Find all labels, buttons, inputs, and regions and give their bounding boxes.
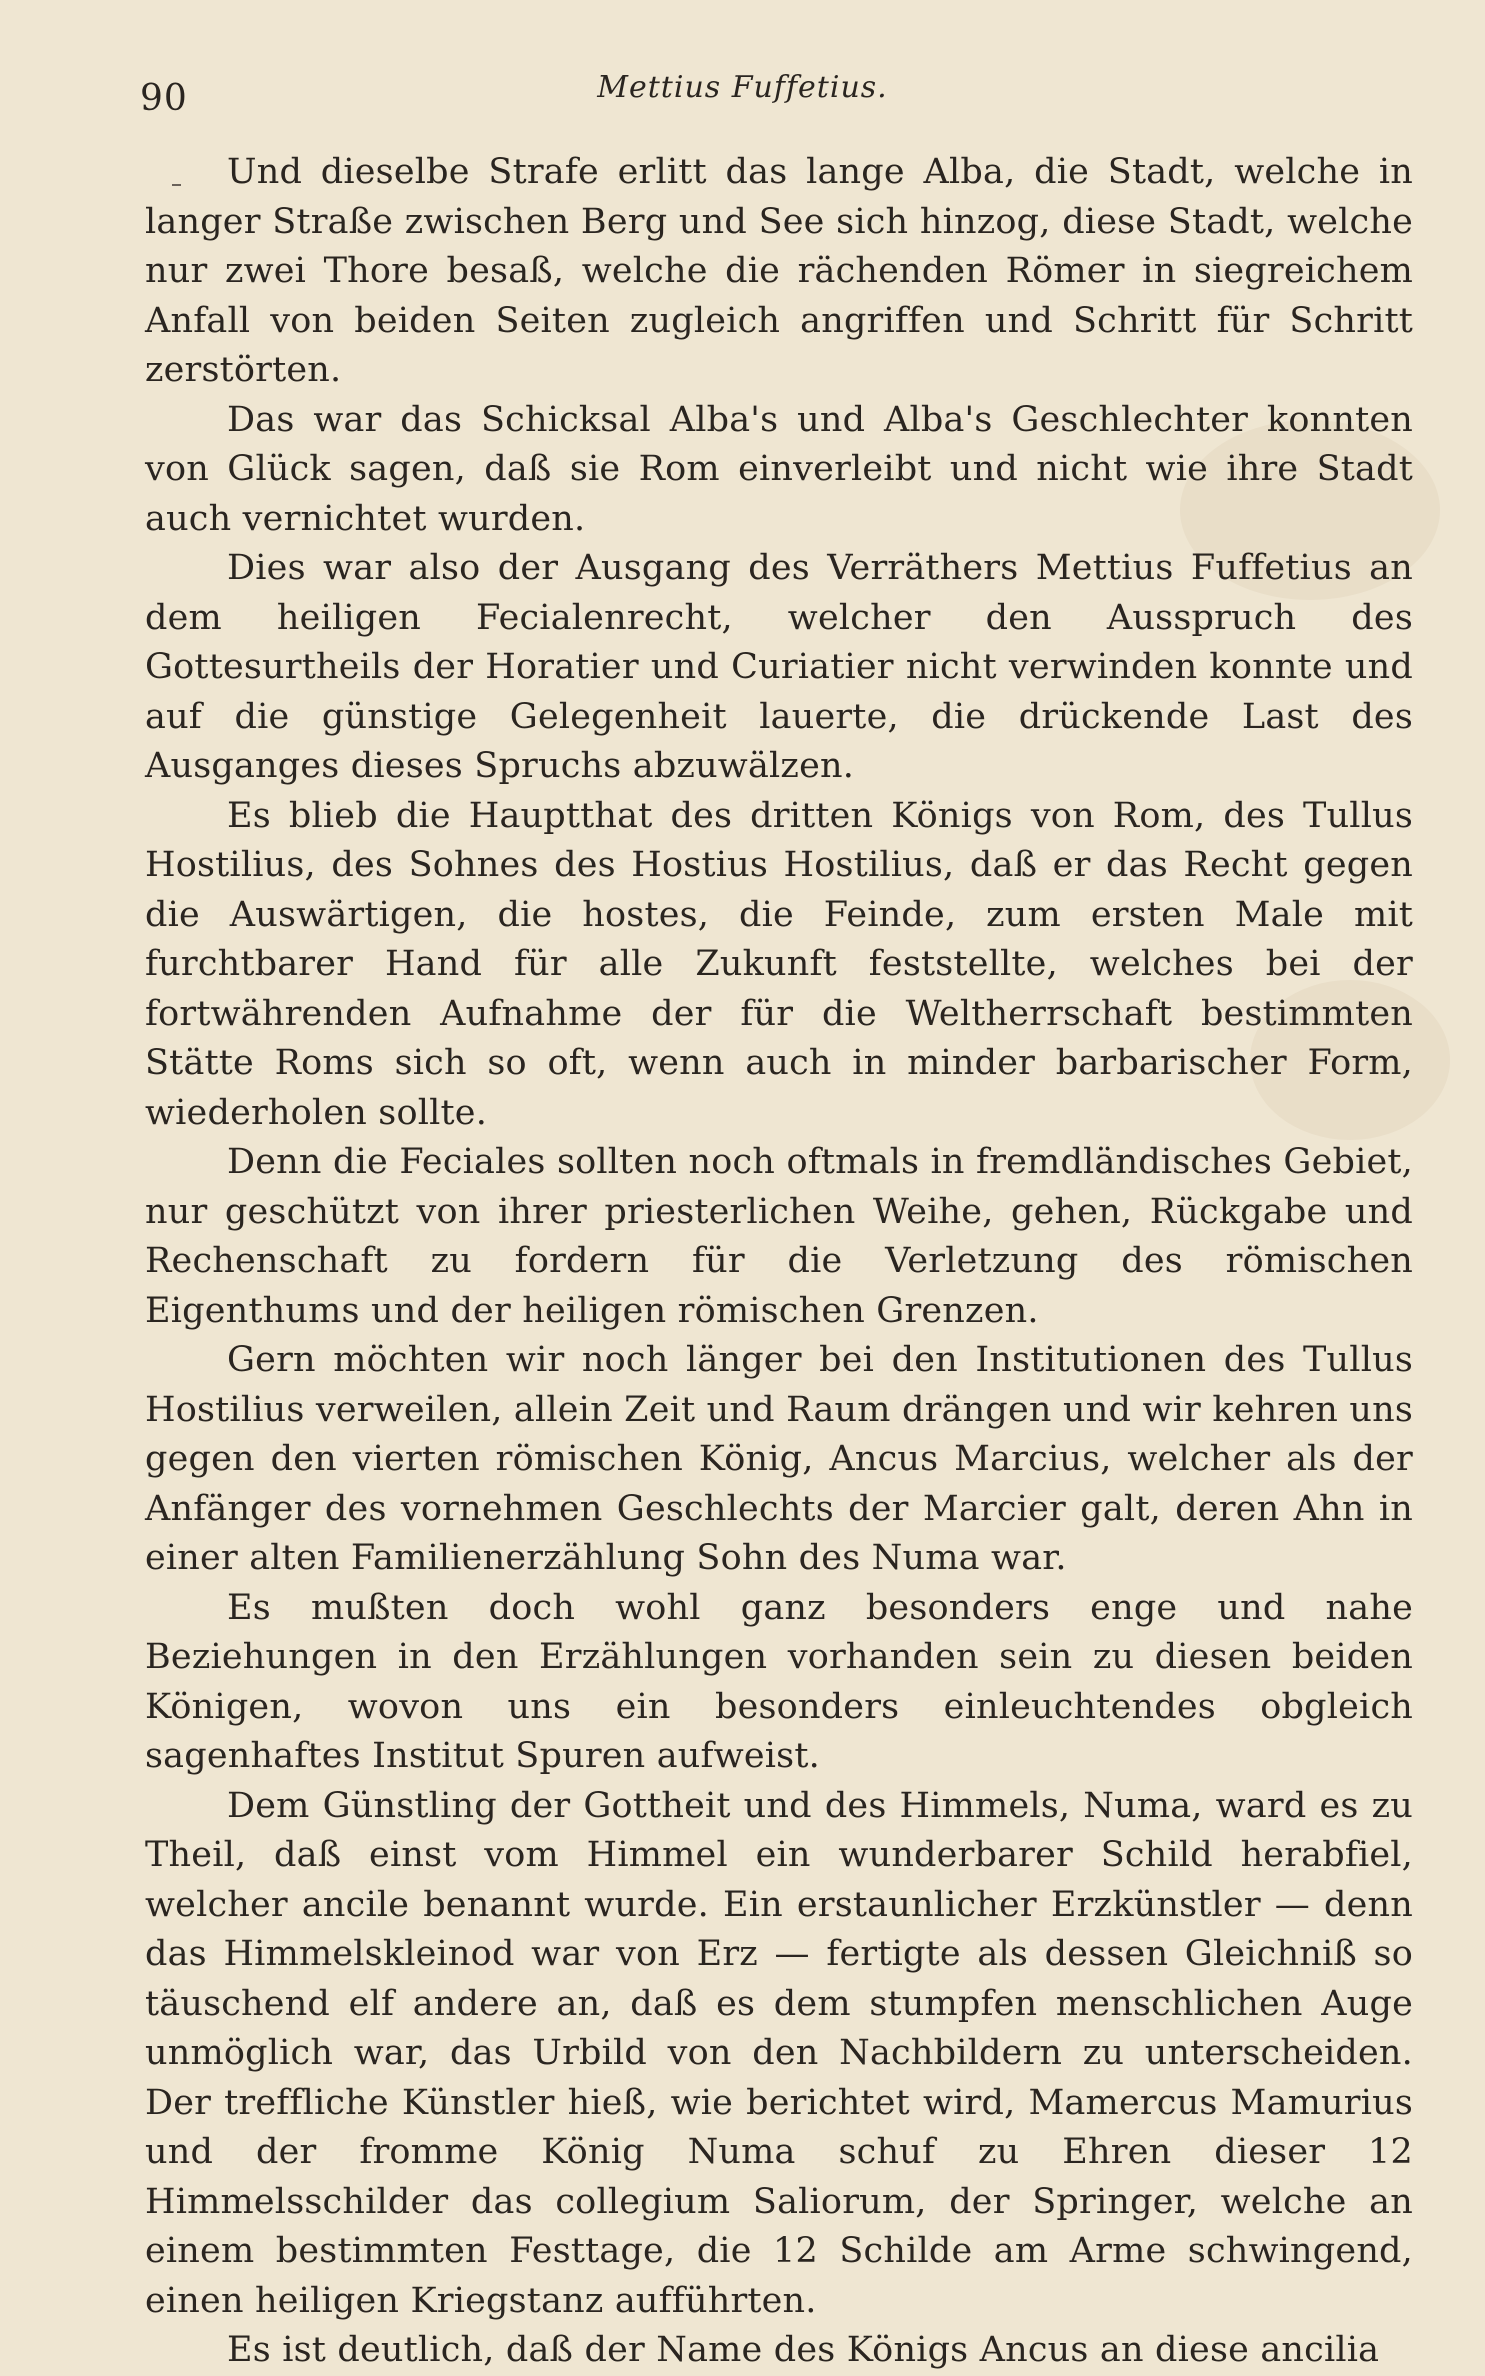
- paragraph: Es blieb die Hauptthat des dritten Königs von Rom, des Tullus Hostilius, des Sohnes des Hostius Hostilius, daß er das Recht gegen die Auswärtigen, die hostes, die Feinde, zum ersten Male mit furchtbarer Hand für alle Zukunft feststellte, welches bei der fortwährenden Aufnahme der für die Weltherrschaft bestimmten Stätte Roms sich so oft, wenn auch in minder barbarischer Form, wiederholen sollte.: [145, 795, 1413, 1133]
- paragraph: Es mußten doch wohl ganz besonders enge und nahe Beziehungen in den Erzählungen vorhanden sein zu diesen beiden Königen, wovon uns ein besonders einleuchtendes obgleich sagenhaftes Institut Spuren aufweist.: [145, 1587, 1413, 1776]
- running-title: Mettius Fuffetius.: [597, 70, 888, 105]
- paragraph: Es ist deutlich, daß der Name des Königs Ancus an diese ancilia: [227, 2330, 1380, 2370]
- paragraph: Denn die Feciales sollten noch oftmals in fremdländisches Gebiet, nur geschützt von ihrer priesterlichen Weihe, gehen, Rückgabe und Rechenschaft zu fordern für die Verletzung des römischen Eigenthums und der heiligen römischen Grenzen.: [145, 1142, 1413, 1331]
- paragraph: Gern möchten wir noch länger bei den Institutionen des Tullus Hostilius verweilen, allein Zeit und Raum drängen und wir kehren uns gegen den vierten römischen König, Ancus Marcius, welcher als der Anfänger des vornehmen Geschlechts der Marcier galt, deren Ahn in einer alten Familienerzählung Sohn des Numa war.: [145, 1340, 1413, 1578]
- paragraph: Das war das Schicksal Alba's und Alba's Geschlechter konnten von Glück sagen, daß sie Rom einverleibt und nicht wie ihre Stadt auch vernichtet wurden.: [145, 399, 1413, 539]
- paragraph: Dem Günstling der Gottheit und des Himmels, Numa, ward es zu Theil, daß einst vom Himmel ein wunderbarer Schild herabfiel, welcher ancile benannt wurde. Ein erstaunlicher Erzkünstler — denn das Himmelskleinod war von Erz — fertigte als dessen Gleichniß so täuschend elf andere an, daß es dem stumpfen menschlichen Auge unmöglich war, das Urbild von den Nachbildern zu unterscheiden. Der treffliche Künstler hieß, wie berichtet wird, Mamercus Mamurius und der fromme König Numa schuf zu Ehren dieser 12 Himmelsschilder das collegium Saliorum, der Springer, welche an einem bestimmten Festtage, die 12 Schilde am Arme schwingend, einen heiligen Kriegstanz aufführten.: [145, 1785, 1413, 2321]
- paragraph: Und dieselbe Strafe erlitt das lange Alba, die Stadt, welche in langer Straße zwischen Berg und See sich hinzog, diese Stadt, welche nur zwei Thore besaß, welche die rächenden Römer in siegreichem Anfall von beiden Seiten zugleich angriffen und Schritt für Schritt zerstörten.: [145, 152, 1413, 390]
- paragraph: Dies war also der Ausgang des Verräthers Mettius Fuffetius an dem heiligen Fecialenrecht, welcher den Ausspruch des Gottesurtheils der Horatier und Curiatier nicht verwinden konnte und auf die günstige Gelegenheit lauerte, die drückende Last des Ausganges dieses Spruchs abzuwälzen.: [145, 548, 1413, 786]
- body-text: [145, 148, 1413, 2376]
- page-number: 90: [140, 78, 188, 119]
